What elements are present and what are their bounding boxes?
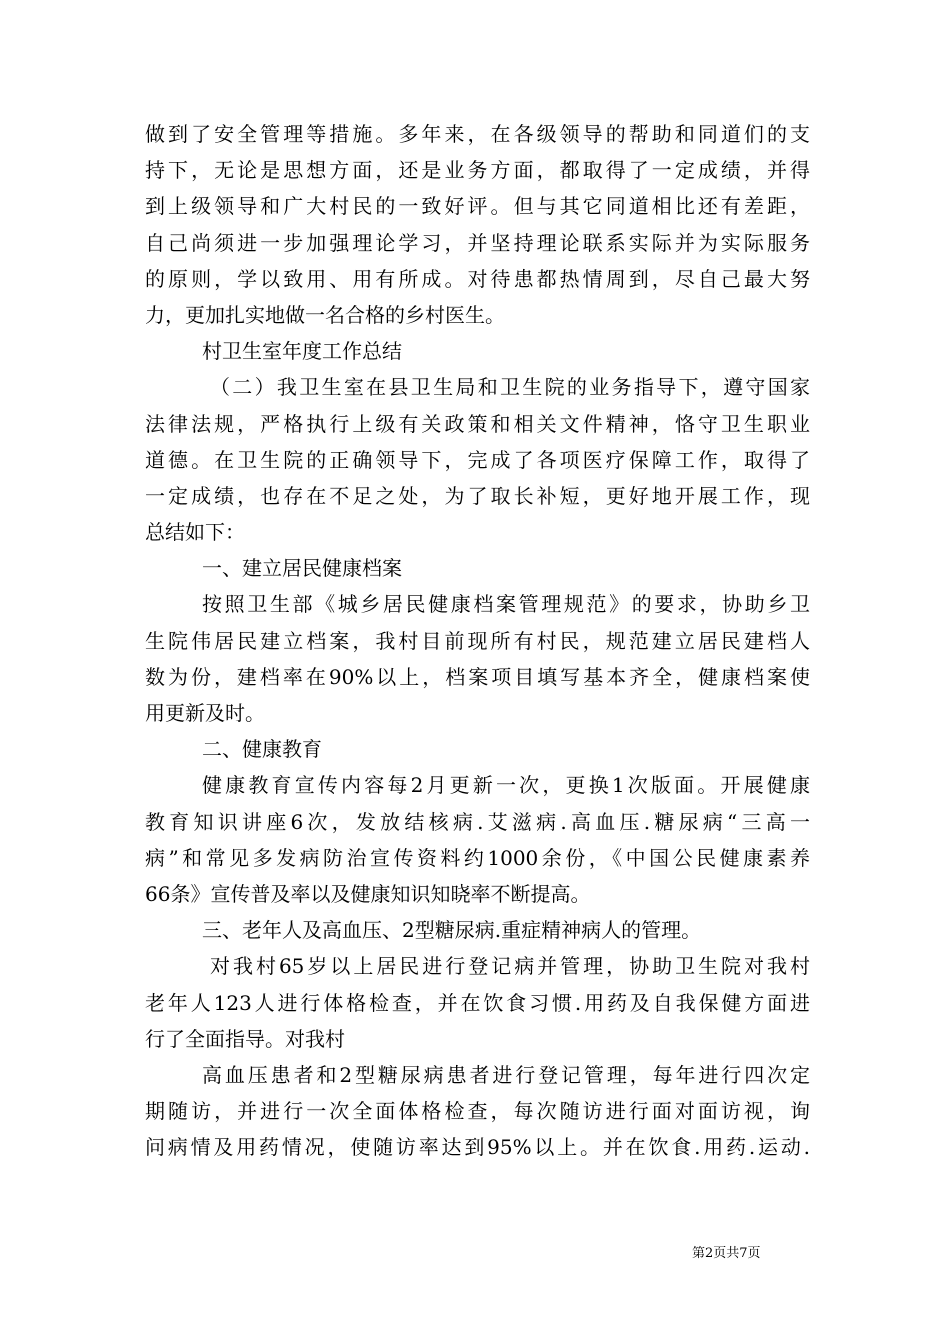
text-line: 问病情及用药情况，使随访率达到95%以上。并在饮食.用药.运动. bbox=[145, 1135, 810, 1160]
text-line: 生院伟居民建立档案，我村目前现所有村民，规范建立居民建档人 bbox=[145, 628, 810, 653]
text-line: 总结如下： bbox=[145, 520, 245, 545]
text-line: 力，更加扎实地做一名合格的乡村医生。 bbox=[145, 302, 505, 327]
text-line: 老年人123人进行体格检查，并在饮食习惯.用药及自我保健方面进 bbox=[145, 990, 810, 1015]
text-line: 到上级领导和广大村民的一致好评。但与其它同道相比还有差距， bbox=[145, 194, 810, 219]
text-line: 用更新及时。 bbox=[145, 701, 265, 725]
text-line: 教育知识讲座6次，发放结核病.艾滋病.高血压.糖尿病“三高一 bbox=[145, 809, 810, 834]
text-line: 二、健康教育 bbox=[202, 737, 322, 762]
document-body bbox=[145, 116, 810, 1165]
text-line: 66条》宣传普及率以及健康知识知晓率不断提高。 bbox=[145, 881, 591, 906]
text-line: 对我村65岁以上居民进行登记病并管理，协助卫生院对我村 bbox=[210, 954, 810, 979]
text-line: 一定成绩，也存在不足之处，为了取长补短，更好地开展工作，现 bbox=[145, 483, 810, 508]
text-line: 行了全面指导。对我村 bbox=[145, 1026, 345, 1051]
text-line: 按照卫生部《城乡居民健康档案管理规范》的要求，协助乡卫 bbox=[202, 592, 810, 617]
text-line: 法律法规，严格执行上级有关政策和相关文件精神，恪守卫生职业 bbox=[145, 411, 810, 436]
text-line: 自己尚须进一步加强理论学习，并坚持理论联系实际并为实际服务 bbox=[145, 230, 810, 255]
text-line: 健康教育宣传内容每2月更新一次，更换1次版面。开展健康 bbox=[202, 773, 810, 798]
text-line: 道德。在卫生院的正确领导下，完成了各项医疗保障工作，取得了 bbox=[145, 447, 810, 472]
text-line: 的原则，学以致用、用有所成。对待患都热情周到，尽自己最大努 bbox=[145, 266, 810, 291]
text-line: 持下，无论是思想方面，还是业务方面，都取得了一定成绩，并得 bbox=[145, 158, 810, 183]
text-line: 村卫生室年度工作总结 bbox=[202, 339, 402, 364]
text-line: 做到了安全管理等措施。多年来，在各级领导的帮助和同道们的支 bbox=[145, 122, 810, 146]
text-line: 三、老年人及高血压、2型糖尿病.重症精神病人的管理。 bbox=[202, 918, 702, 943]
text-line: 一、建立居民健康档案 bbox=[202, 556, 402, 581]
text-line: 高血压患者和2型糖尿病患者进行登记管理，每年进行四次定 bbox=[202, 1062, 810, 1087]
page-footer: 第2页共7页 bbox=[692, 1246, 761, 1261]
text-line: 病”和常见多发病防治宣传资料约1000余份，《中国公民健康素养 bbox=[145, 845, 810, 870]
text-line: 期随访，并进行一次全面体格检查，每次随访进行面对面访视，询 bbox=[145, 1099, 810, 1124]
text-line: 数为份，建档率在90%以上，档案项目填写基本齐全，健康档案使 bbox=[145, 664, 810, 689]
text-line: （二）我卫生室在县卫生局和卫生院的业务指导下，遵守国家 bbox=[210, 375, 810, 400]
